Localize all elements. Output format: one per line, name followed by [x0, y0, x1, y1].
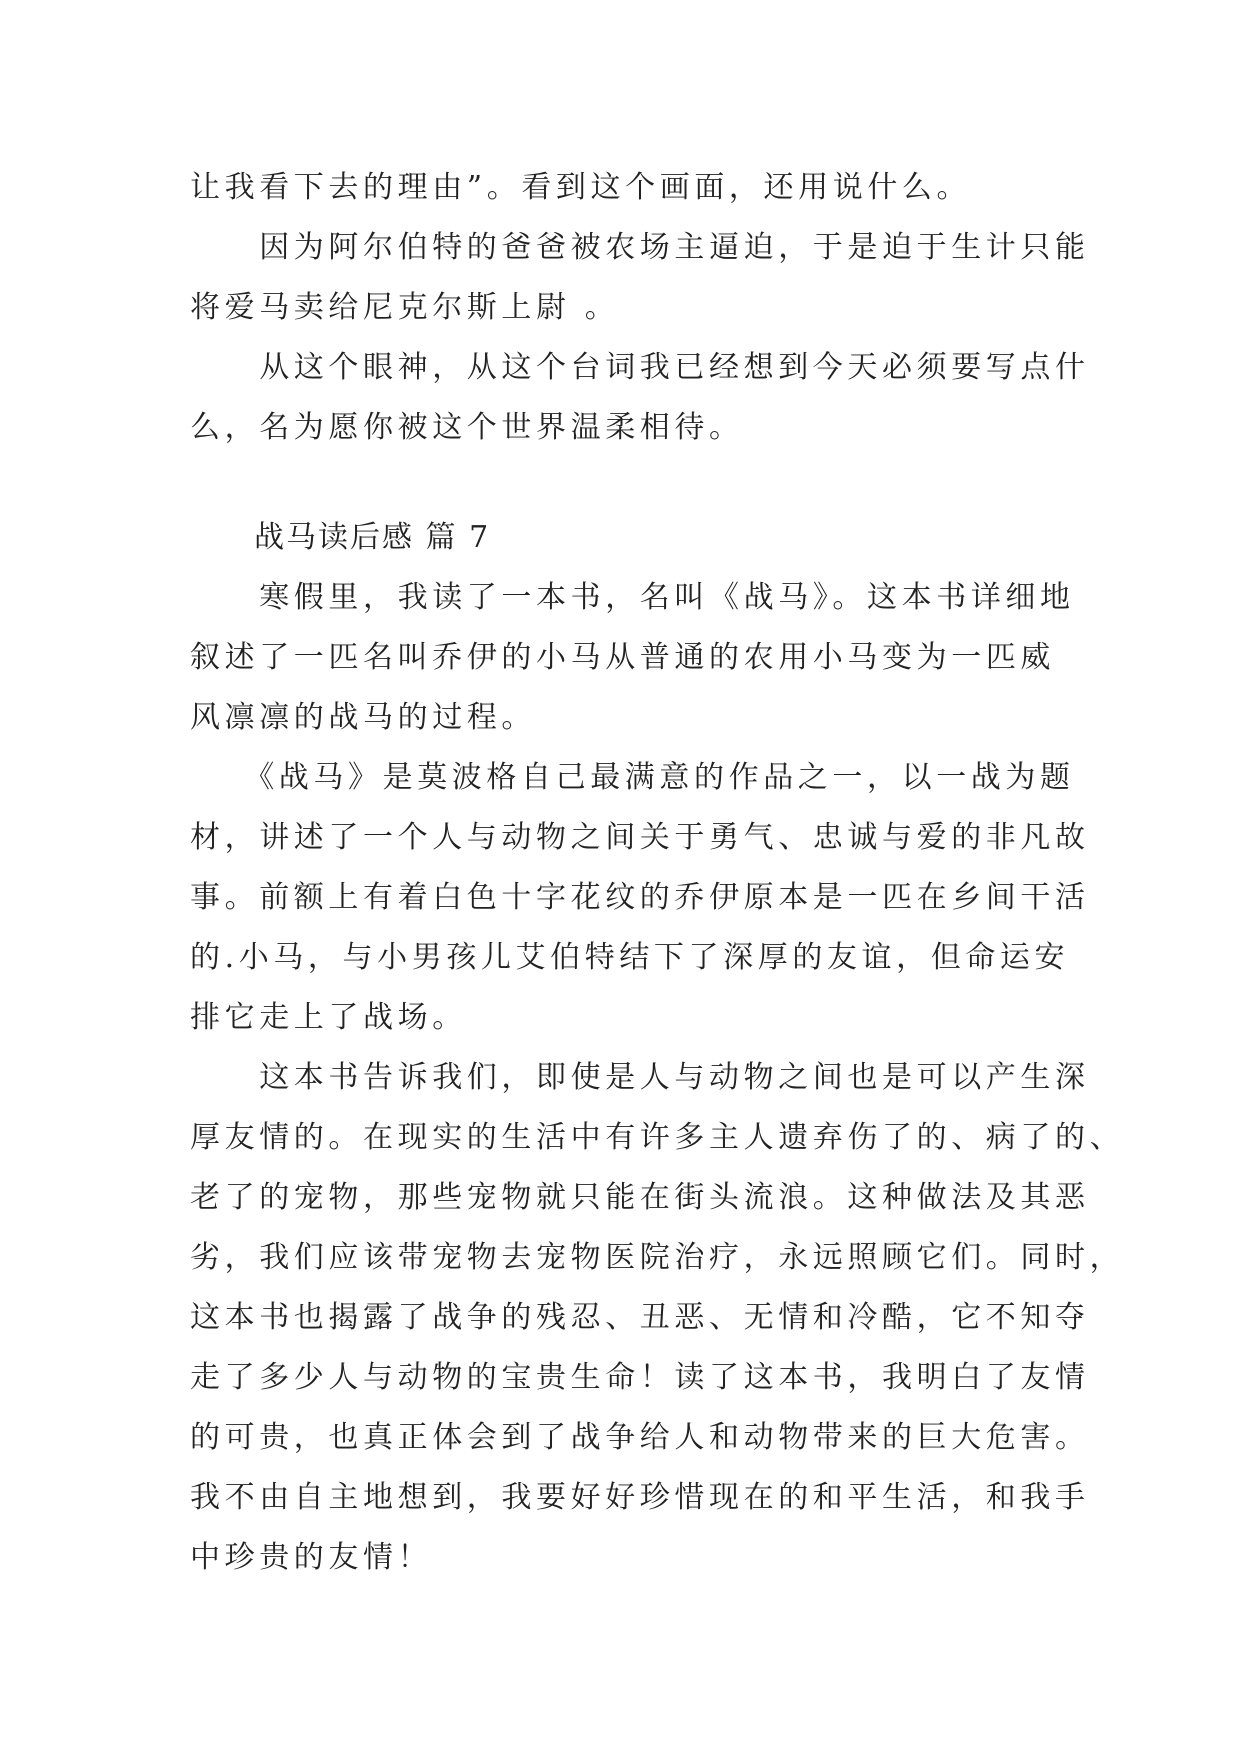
- text-line: 让我看下去的理由”。看到这个画面，还用说什么。: [190, 170, 972, 205]
- text-line: 材，讲述了一个人与动物之间关于勇气、忠诚与爱的非凡故: [190, 820, 1090, 855]
- text-line: 走了多少人与动物的宝贵生命！读了这本书，我明白了友情: [190, 1360, 1090, 1395]
- text-line: 的可贵，也真正体会到了战争给人和动物带来的巨大危害。: [190, 1420, 1090, 1455]
- text-line: 《战马》是莫波格自己最满意的作品之一，以一战为题: [190, 760, 1075, 795]
- text-line: 因为阿尔伯特的爸爸被农场主逼迫，于是迫于生计只能: [190, 230, 1090, 265]
- text-line: 厚友情的。在现实的生活中有许多主人遗弃伤了的、病了的、: [190, 1120, 1125, 1155]
- text-line: 我不由自主地想到，我要好好珍惜现在的和平生活，和我手: [190, 1480, 1090, 1515]
- text-line: 叙述了一匹名叫乔伊的小马从普通的农用小马变为一匹威: [190, 640, 1055, 675]
- text-line: 老了的宠物，那些宠物就只能在街头流浪。这种做法及其恶: [190, 1180, 1090, 1215]
- text-line: 这本书也揭露了战争的残忍、丑恶、无情和冷酷，它不知夺: [190, 1300, 1090, 1335]
- text-line: 风凛凛的战马的过程。: [190, 700, 536, 735]
- text-line: 的.小马，与小男孩儿艾伯特结下了深厚的友谊，但命运安: [190, 940, 1070, 975]
- text-line: 从这个眼神，从这个台词我已经想到今天必须要写点什: [190, 350, 1090, 385]
- text-line: 中珍贵的友情！: [190, 1540, 433, 1575]
- text-line: 这本书告诉我们，即使是人与动物之间也是可以产生深: [190, 1060, 1090, 1095]
- text-line: 劣，我们应该带宠物去宠物医院治疗，永远照顾它们。同时，: [190, 1240, 1125, 1275]
- text-line: 将爱马卖给尼克尔斯上尉 。: [190, 290, 620, 325]
- section-heading: 战马读后感 篇 7: [190, 520, 491, 555]
- text-line: 排它走上了战场。: [190, 1000, 467, 1035]
- text-line: 寒假里，我读了一本书，名叫《战马》。这本书详细地: [190, 580, 1075, 615]
- text-line: 事。前额上有着白色十字花纹的乔伊原本是一匹在乡间干活: [190, 880, 1090, 915]
- text-line: 么，名为愿你被这个世界温柔相待。: [190, 410, 744, 445]
